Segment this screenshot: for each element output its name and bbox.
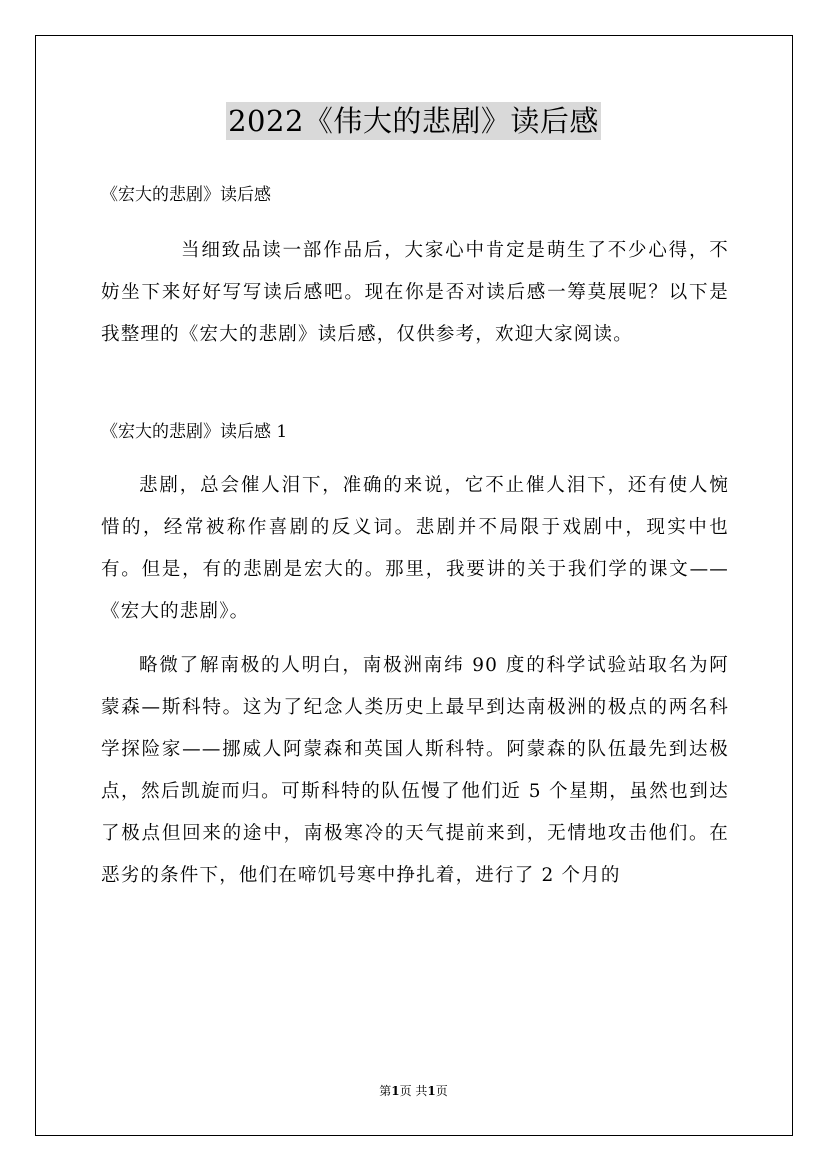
intro-paragraph: 当细致品读一部作品后，大家心中肯定是萌生了不少心得，不妨坐下来好好写写读后感吧。现在你是否对读后感一筹莫展呢？以下是我整理的《宏大的悲剧》读后感，仅供参考，欢迎大家阅读。 (101, 240, 729, 345)
spacer (101, 216, 729, 230)
body-paragraph: 悲剧，总会催人泪下，准确的来说，它不止催人泪下，还有使人惋惜的，经常被称作喜剧的反义词。悲剧并不局限于戏剧中，现实中也有。但是，有的悲剧是宏大的。那里，我要讲的关于我们学的课文——《宏大的悲剧》。 (101, 475, 729, 622)
section-heading: 《宏大的悲剧》读后感 (101, 185, 271, 205)
document-title: 2022《伟大的悲剧》读后感 (228, 104, 599, 138)
body-paragraph: 略微了解南极的人明白，南极洲南纬 90 度的科学试验站取名为阿蒙森—斯科特。这为了纪念人类历史上最早到达南极洲的极点的两名科学探险家——挪威人阿蒙森和英国人斯科特。阿蒙森的队伍最先到达极点，然后凯旋而归。可斯科特的队伍慢了他们近 5 个星期，虽然也到达了极点但回来的途中，南极寒冷的天气提前来到，无情地攻击他们。在恶劣的条件下，他们在啼饥号寒中挣扎着，进行了 2 个月的 (101, 655, 729, 886)
spacer (101, 633, 729, 645)
spacer (101, 356, 729, 411)
page-current: 1 (391, 1084, 400, 1098)
page-mid: 页 共 (399, 1084, 428, 1098)
page-footer (0, 1083, 827, 1099)
page-total: 1 (427, 1084, 436, 1098)
section-heading: 《宏大的悲剧》读后感 1 (101, 422, 288, 442)
spacer (101, 453, 729, 465)
title-container (0, 102, 827, 140)
page-prefix: 第 (379, 1084, 392, 1098)
document-body (101, 174, 729, 897)
page-suffix: 页 (435, 1084, 448, 1098)
